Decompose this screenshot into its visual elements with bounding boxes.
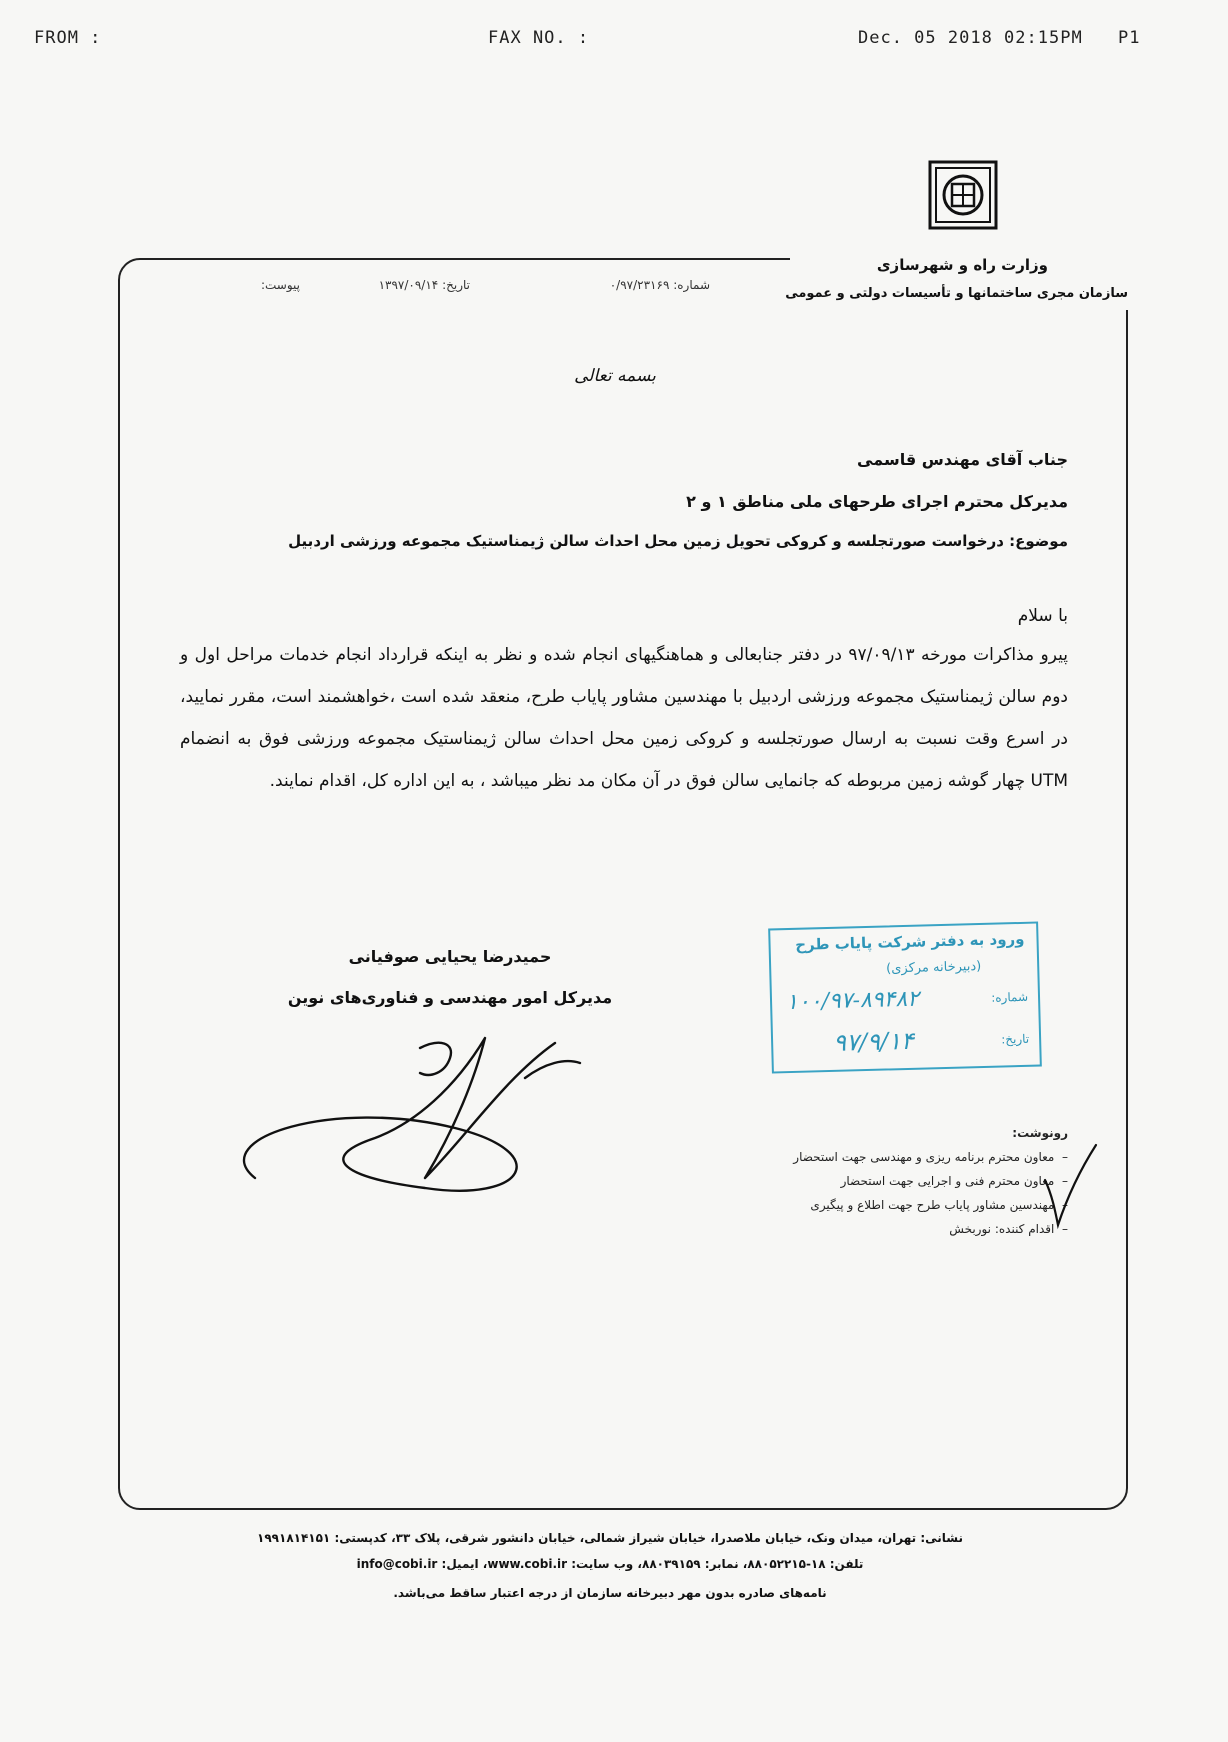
letter-date-label: تاریخ: bbox=[442, 278, 470, 292]
organization-name: سازمان مجری ساختمانها و تأسیسات دولتی و عمومی bbox=[785, 286, 1128, 301]
stamp-date-value: ۹۷/۹/۱۴ bbox=[832, 1026, 915, 1057]
stamp-department-line: (دبیرخانه مرکزی) bbox=[886, 958, 982, 977]
fax-from-label: FROM : bbox=[34, 28, 102, 48]
signature-mark bbox=[225, 1018, 585, 1208]
recipient-title: مدیرکل محترم اجرای طرحهای ملی مناطق ۱ و ۲ bbox=[686, 492, 1068, 511]
cc-item: – اقدام کننده: نوربخش bbox=[949, 1222, 1068, 1236]
letter-number-value: ۰/۹۷/۲۳۱۶۹ bbox=[609, 278, 670, 292]
signatory-name: حمیدرضا یحیایی صوفیانی bbox=[348, 947, 552, 966]
stamp-company-line: ورود به دفتر شرکت پایاب طرح bbox=[794, 929, 1025, 954]
letter-subject: موضوع: درخواست صورتجلسه و کروکی تحویل زمین محل احداث سالن ژیمناستیک مجموعه ورزشی اردبیل bbox=[288, 532, 1068, 550]
letter-date bbox=[330, 278, 470, 292]
cc-item: – معاون محترم فنی و اجرایی جهت استحضار bbox=[840, 1174, 1068, 1188]
letter-attachment-label: پیوست: bbox=[260, 278, 300, 292]
letter-number-label: شماره: bbox=[673, 278, 710, 292]
cc-item: – مهندسین مشاور پایاب طرح جهت اطلاع و پیگیری bbox=[810, 1198, 1068, 1212]
letter-number bbox=[540, 278, 710, 292]
ministry-logo bbox=[928, 160, 998, 230]
letter-date-value: ۱۳۹۷/۰۹/۱۴ bbox=[378, 278, 439, 292]
cc-list bbox=[688, 1150, 1068, 1236]
footer-address: نشانی: تهران، میدان ونک، خیابان ملاصدرا، خیابان شیراز شمالی، خیابان دانشور شرقی، پلاک ۳۳، کدپستی: ۱۹۹۱۸۱۴۱۵۱ bbox=[257, 1531, 963, 1545]
receipt-stamp bbox=[768, 921, 1042, 1073]
footer-contact: تلفن: ۱۸-۸۸۰۵۲۲۱۵، نمابر: ۸۸۰۳۹۱۵۹، وب سایت: www.cobi.ir، ایمیل: info@cobi.ir bbox=[356, 1557, 864, 1571]
stamp-date-label: تاریخ: bbox=[1001, 1031, 1030, 1047]
invocation: بسمه تعالی bbox=[574, 366, 656, 386]
signature bbox=[225, 1018, 585, 1208]
ministry-logo-icon bbox=[928, 160, 998, 230]
recipient-name: جناب آقای مهندس قاسمی bbox=[857, 450, 1068, 469]
greeting: با سلام bbox=[1017, 606, 1068, 626]
cc-checkmark bbox=[1040, 1140, 1100, 1230]
stamp-number-label: شماره: bbox=[991, 989, 1029, 1005]
checkmark-icon bbox=[1040, 1140, 1100, 1230]
fax-number-label: FAX NO. : bbox=[488, 28, 590, 48]
signatory-title: مدیرکل امور مهندسی و فناوری‌های نوین bbox=[287, 988, 613, 1007]
letter-frame bbox=[118, 258, 1128, 1510]
letter-body: پیرو مذاکرات مورخه ۹۷/۰۹/۱۳ در دفتر جنابعالی و هماهنگیهای انجام شده و نظر به اینکه قرارداد انجام خدمات مراحل اول و دوم سالن ژیمناستیک مجموعه ورزشی اردبیل با مهندسین مشاور پایاب طرح، منعقد شده است ،خواهشمند است، مقرر نمایید، در اسرع وقت نسبت به ارسال صورتجلسه و کروکی زمین محل احداث سالن ژیمناستیک مجموعه ورزشی فوق به انضمام UTM چهار گوشه زمین مربوطه که جانمایی سالن فوق در آن مکان مد نظر میباشد ، به این اداره کل، اقدام نمایند. bbox=[180, 645, 1068, 791]
fax-datetime: Dec. 05 2018 02:15PM bbox=[858, 28, 1083, 48]
cc-label: رونوشت: bbox=[1012, 1126, 1068, 1140]
stamp-number-value: ۱۰۰/۹۷-۸۹۴۸۲ bbox=[785, 986, 920, 1016]
ministry-name: وزارت راه و شهرسازی bbox=[876, 256, 1048, 274]
cc-item: – معاون محترم برنامه ریزی و مهندسی جهت استحضار bbox=[793, 1150, 1068, 1164]
fax-page-number: P1 bbox=[1118, 28, 1141, 48]
footer-notice: نامه‌های صادره بدون مهر دبیرخانه سازمان از درجه اعتبار ساقط می‌باشد. bbox=[393, 1586, 827, 1600]
